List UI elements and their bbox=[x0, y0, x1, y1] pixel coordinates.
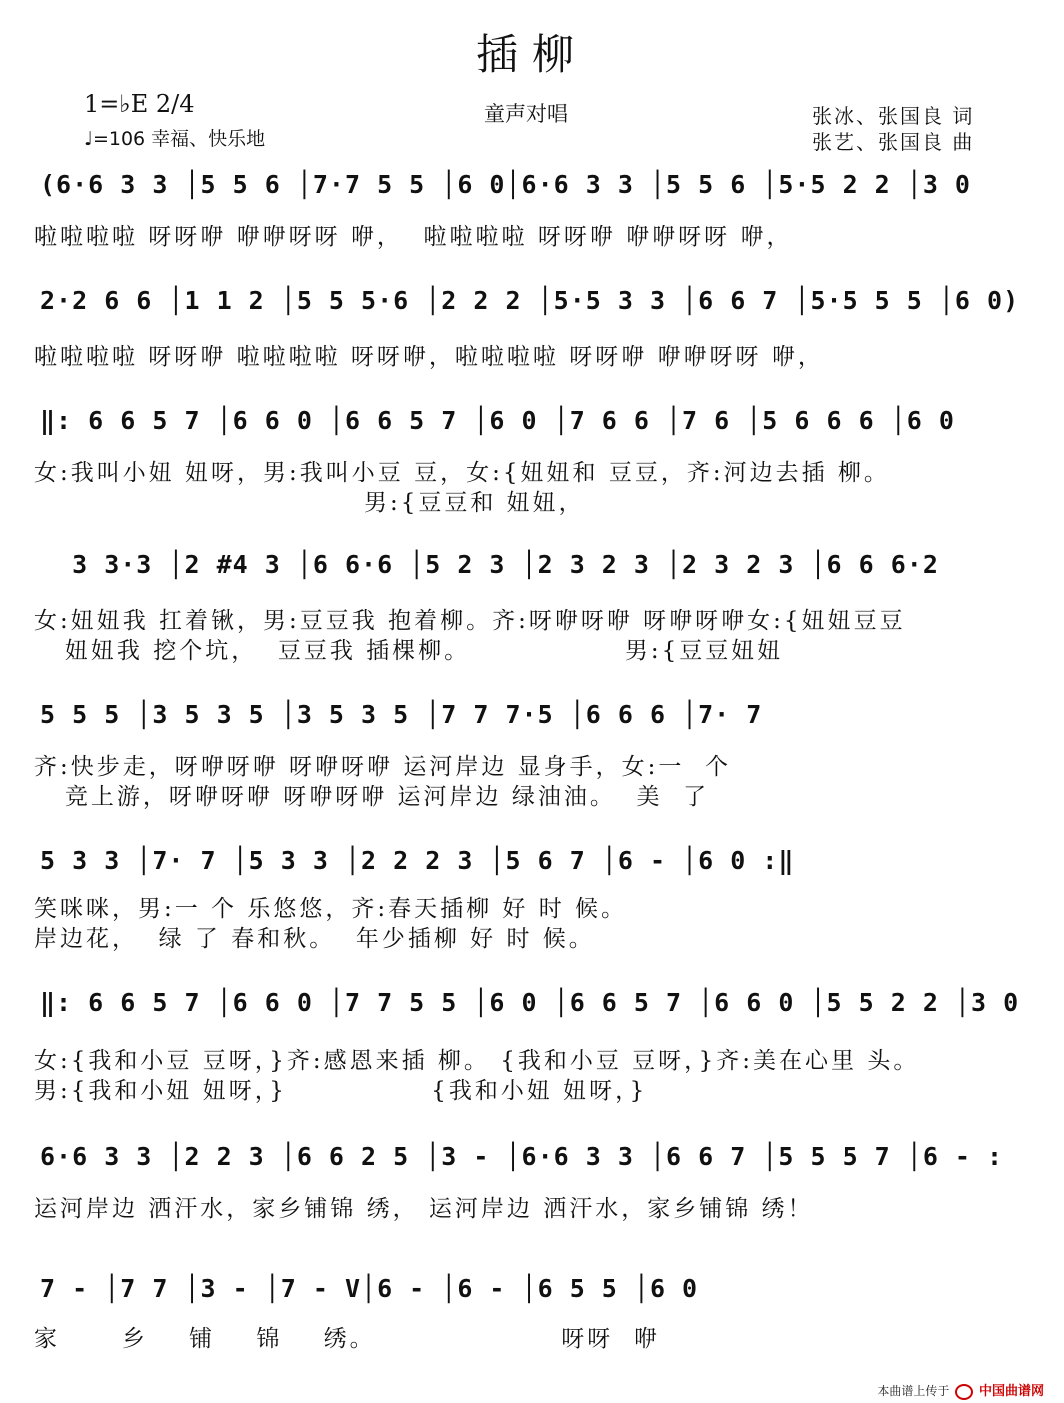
lyric-line: 啦啦啦啦 呀呀咿 啦啦啦啦 呀呀咿，啦啦啦啦 呀呀咿 咿咿呀呀 咿， bbox=[34, 344, 824, 370]
key-signature: 1=♭E 2/4 bbox=[84, 90, 195, 118]
lyric-line: 齐:快步走，呀咿呀咿 呀咿呀咿 运河岸边 显身手，女:一 个 bbox=[34, 754, 732, 780]
lyric-line: 男:{我和小妞 妞呀，} {我和小妞 妞呀，} bbox=[34, 1078, 648, 1104]
notation-line: 3 3·3 │2 #4 3 │6 6·6 │5 2 3 │2 3 2 3 │2 3 2 3 │6 6 6·2 bbox=[40, 550, 939, 579]
composer-credit: 张艺、张国良 曲 bbox=[812, 130, 975, 154]
lyric-line: 啦啦啦啦 呀呀咿 咿咿呀呀 咿， 啦啦啦啦 呀呀咿 咿咿呀呀 咿， bbox=[34, 224, 793, 250]
lyric-line: 妞妞我 挖个坑， 豆豆我 插棵柳。 男:{豆豆妞妞 bbox=[34, 638, 784, 664]
notation-line: ‖: 6 6 5 7 │6 6 0 │6 6 5 7 │6 0 │7 6 6 │7 6 │5 6 6 6 │6 0 bbox=[40, 406, 955, 435]
lyric-line: 女:妞妞我 扛着锹，男:豆豆我 抱着柳。齐:呀咿呀咿 呀咿呀咿女:{妞妞豆豆 bbox=[34, 608, 906, 634]
lyric-line: 运河岸边 洒汗水，家乡铺锦 绣， 运河岸边 洒汗水，家乡铺锦 绣！ bbox=[34, 1196, 814, 1222]
lyricist-credit: 张冰、张国良 词 bbox=[812, 104, 975, 128]
lyric-line: 女:{我和小豆 豆呀，}齐:感恩来插 柳。 {我和小豆 豆呀，}齐:美在心里 头。 bbox=[34, 1048, 920, 1074]
lyric-line: 竞上游，呀咿呀咿 呀咿呀咿 运河岸边 绿油油。 美 了 bbox=[34, 784, 710, 810]
lyric-line: 女:我叫小妞 妞呀，男:我叫小豆 豆，女:{妞妞和 豆豆，齐:河边去插 柳。 bbox=[34, 460, 890, 486]
lyric-line: 家 乡 铺 锦 绣。 呀呀 咿 bbox=[34, 1326, 660, 1352]
tempo-marking: ♩=106 幸福、快乐地 bbox=[84, 128, 266, 150]
notation-line: 5 5 5 │3 5 3 5 │3 5 3 5 │7 7 7·5 │6 6 6 │7· 7 bbox=[40, 700, 763, 729]
notation-line: 5 3 3 │7· 7 │5 3 3 │2 2 2 3 │5 6 7 │6 - │6 0 :‖ bbox=[40, 846, 795, 875]
lyric-line: 岸边花， 绿 了 春和秋。 年少插柳 好 时 候。 bbox=[34, 926, 595, 952]
performance-style: 童声对唱 bbox=[484, 102, 568, 126]
source-footer bbox=[877, 1380, 1044, 1400]
notation-line: 2·2 6 6 │1 1 2 │5 5 5·6 │2 2 2 │5·5 3 3 │6 6 7 │5·5 5 5 │6 0) bbox=[40, 286, 1020, 315]
song-title: 插柳 bbox=[475, 30, 588, 79]
notation-line: 7 - │7 7 │3 - │7 - V│6 - │6 - │6 5 5 │6 0 bbox=[40, 1274, 699, 1303]
notation-line: ‖: 6 6 5 7 │6 6 0 │7 7 5 5 │6 0 │6 6 5 7 │6 6 0 │5 5 2 2 │3 0 bbox=[40, 988, 1020, 1017]
lyric-line: 男:{豆豆和 妞妞， bbox=[34, 490, 585, 516]
site-name[interactable]: 中国曲谱网 bbox=[978, 1384, 1044, 1399]
lyric-line: 笑咪咪，男:一 个 乐悠悠，齐:春天插柳 好 时 候。 bbox=[34, 896, 628, 922]
notation-line: 6·6 3 3 │2 2 3 │6 6 2 5 │3 - │6·6 3 3 │6 6 7 │5 5 5 7 │6 - : bbox=[40, 1142, 1004, 1171]
notation-line: (6·6 3 3 │5 5 6 │7·7 5 5 │6 0│6·6 3 3 │5 5 6 │5·5 2 2 │3 0 bbox=[40, 170, 971, 199]
site-logo-icon bbox=[955, 1384, 973, 1400]
upload-text: 本曲谱上传于 bbox=[877, 1384, 950, 1398]
